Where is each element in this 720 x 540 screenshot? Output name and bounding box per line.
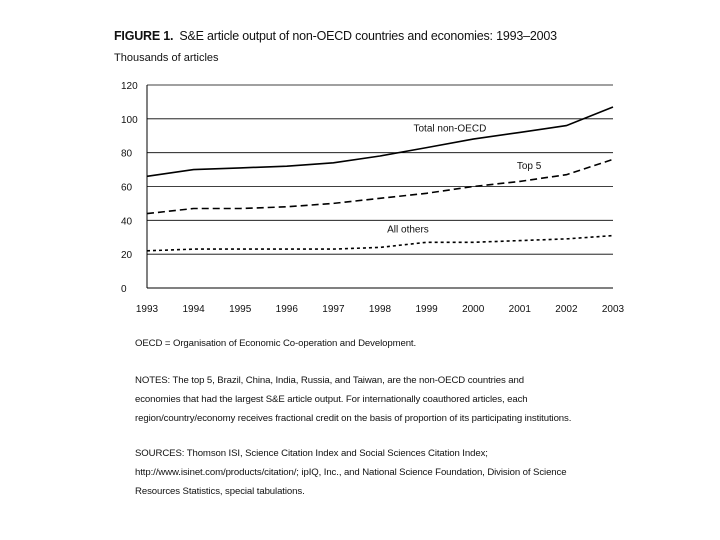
y-tick-label: 20 [121, 250, 133, 262]
oecd-note: OECD = Organisation of Economic Co-operation and Development. [135, 338, 417, 349]
x-tick-label: 1993 [135, 304, 159, 315]
y-tick-label: 0 [121, 284, 127, 295]
y-tick-label: 40 [121, 216, 133, 228]
x-tick-label: 2002 [555, 304, 578, 315]
notes-block [135, 371, 571, 428]
series-label: All others [387, 224, 429, 236]
x-tick-label: 2000 [462, 304, 485, 315]
y-tick-label: 60 [121, 182, 133, 194]
x-tick-label: 1996 [275, 304, 298, 315]
x-tick-label: 2001 [508, 304, 531, 315]
series-label: Total non-OECD [413, 123, 487, 135]
sources-line: SOURCES: Thomson ISI, Science Citation Index and Social Sciences Citation Index; [135, 448, 488, 459]
notes-line: NOTES: The top 5, Brazil, China, India, Russia, and Taiwan, are the non-OECD countries and [135, 375, 524, 386]
series-line [147, 236, 613, 251]
x-tick-label: 1995 [229, 304, 252, 315]
x-tick-label: 1994 [182, 304, 205, 315]
series-label: Top 5 [516, 161, 542, 173]
x-tick-label: 1998 [368, 304, 392, 315]
sources-line: http://www.isinet.com/products/citation/; ipIQ, Inc., and National Science Foundation, Division of Science [135, 467, 567, 478]
x-tick-label: 1997 [322, 304, 345, 315]
y-tick-label: 100 [121, 114, 138, 126]
notes-line: region/country/economy receives fractional credit on the basis of proportion of its participating institutions. [135, 413, 572, 424]
sources-block [135, 444, 566, 501]
gridlines [147, 85, 613, 254]
figure-number: FIGURE 1. [114, 29, 174, 43]
figure-title-text: S&E article output of non-OECD countries and economies: 1993–2003 [179, 29, 557, 43]
y-tick-label: 80 [121, 148, 133, 160]
sources-line: Resources Statistics, special tabulations. [135, 486, 305, 497]
series-lines [147, 107, 613, 251]
notes-line: economies that had the largest S&E article output. For internationally coauthored articles, each [135, 394, 528, 405]
y-axis-unit-label: Thousands of articles [114, 52, 219, 64]
x-tick-label: 1999 [415, 304, 438, 315]
series-line [147, 107, 613, 176]
tick-labels [121, 81, 625, 315]
x-tick-label: 2003 [601, 304, 625, 315]
y-tick-label: 120 [121, 81, 138, 92]
